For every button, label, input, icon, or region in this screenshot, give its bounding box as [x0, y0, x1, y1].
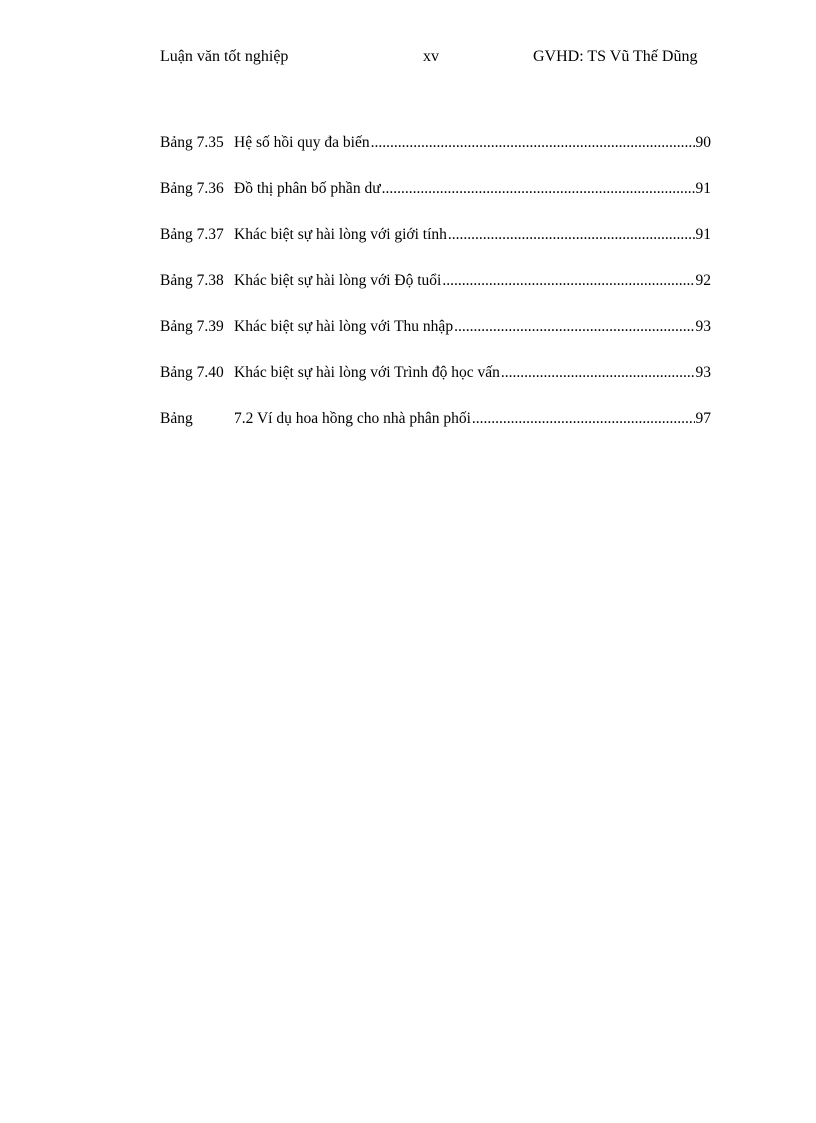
toc-entry-page: 92	[695, 272, 711, 289]
toc-entry[interactable]	[160, 222, 711, 268]
toc-entry-title: Khác biệt sự hài lòng với Thu nhập	[234, 318, 454, 335]
toc-entry-label: Bảng 7.37	[160, 226, 224, 243]
table-of-tables-list	[160, 130, 711, 452]
toc-entry[interactable]	[160, 268, 711, 314]
page-header	[0, 48, 816, 72]
toc-entry[interactable]	[160, 360, 711, 406]
toc-entry-page: 91	[695, 226, 711, 243]
toc-entry-page: 91	[695, 180, 711, 197]
toc-dot-leader	[472, 406, 695, 432]
toc-entry-label: Bảng 7.35	[160, 134, 224, 151]
toc-entry-label: Bảng 7.36	[160, 180, 224, 197]
toc-entry-title: Đồ thị phân bố phần dư	[234, 180, 381, 197]
toc-dot-leader	[501, 360, 695, 386]
toc-dot-leader	[448, 222, 695, 248]
toc-dot-leader	[454, 314, 694, 340]
toc-entry-label: Bảng 7.40	[160, 364, 224, 381]
header-supervisor: GVHD: TS Vũ Thế Dũng	[533, 48, 698, 65]
toc-entry[interactable]	[160, 176, 711, 222]
toc-entry-page: 97	[695, 410, 711, 427]
toc-dot-leader	[382, 176, 695, 202]
toc-entry[interactable]	[160, 130, 711, 176]
toc-entry-title: Hệ số hồi quy đa biến	[234, 134, 370, 151]
toc-entry-page: 93	[695, 318, 711, 335]
header-document-type: Luận văn tốt nghiệp	[160, 48, 289, 65]
toc-entry-title: Khác biệt sự hài lòng với Độ tuổi	[234, 272, 442, 289]
header-page-number: xv	[423, 48, 439, 65]
toc-dot-leader	[371, 130, 695, 156]
toc-entry-page: 93	[695, 364, 711, 381]
toc-entry-label: Bảng 7.39	[160, 318, 224, 335]
toc-entry-title: Khác biệt sự hài lòng với giới tính	[234, 226, 447, 243]
toc-entry-title: 7.2 Ví dụ hoa hồng cho nhà phân phối	[234, 410, 471, 427]
toc-dot-leader	[442, 268, 694, 294]
toc-entry-label: Bảng 7.38	[160, 272, 224, 289]
toc-entry-label: Bảng	[160, 410, 193, 427]
toc-entry[interactable]	[160, 314, 711, 360]
toc-entry-title: Khác biệt sự hài lòng với Trình độ học vấn	[234, 364, 500, 381]
toc-entry[interactable]	[160, 406, 711, 452]
toc-entry-page: 90	[695, 134, 711, 151]
